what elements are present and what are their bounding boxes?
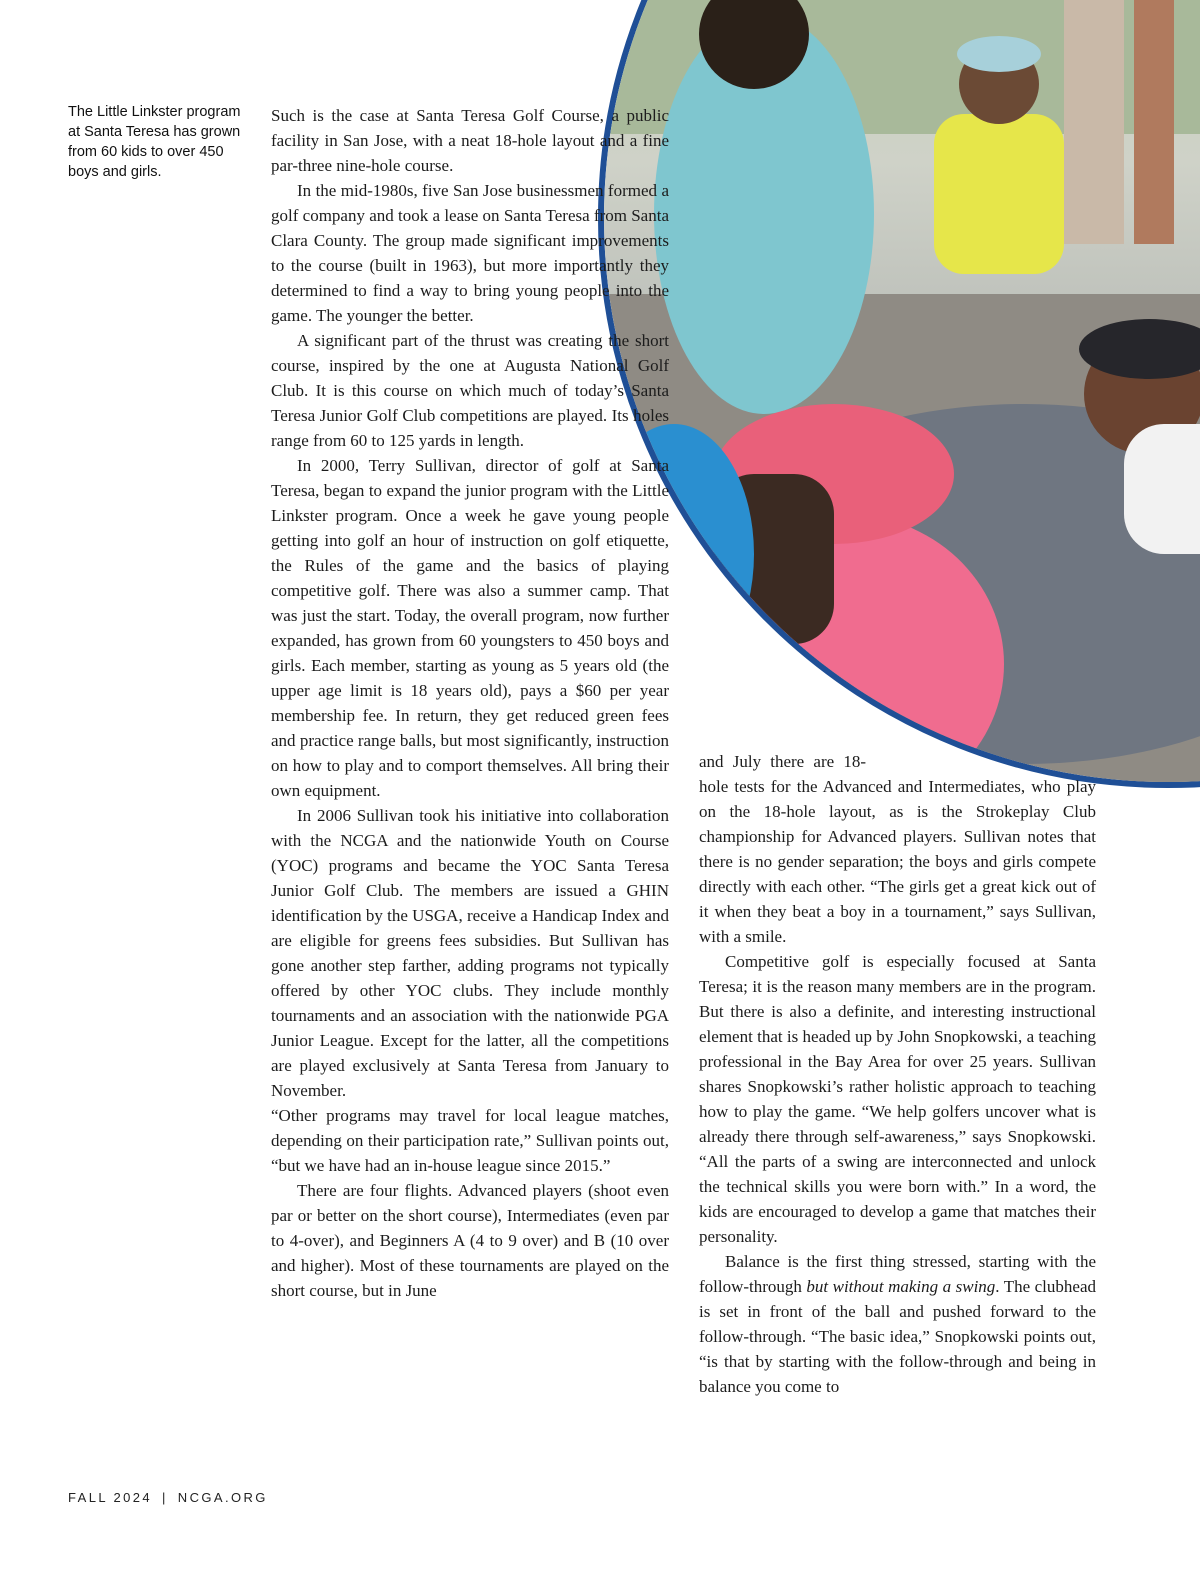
issue-label: FALL 2024 [68,1490,153,1505]
paragraph-text: Balance is the first thing stressed, starting with the follow-through [699,1252,1096,1296]
photo-caption: The Little Linkster program at Santa Teresa has grown from 60 kids to over 450 boys and girls. [68,104,241,180]
paragraph-text: . The clubhead is set in front of the ball and pushed forward to the follow-through. “The basic idea,” Snopkowski points out, “is that by starting with the follow-through and being in balance you come to [699,1277,1096,1396]
paragraph: In 2000, Terry Sullivan, director of golf at Santa Teresa, began to expand the junior program with the Little Linkster program. Once a week he gave young people getting into golf an hour of instruction on golf etiquette, the Rules of the game and the basics of playing competitive golf. There was also a summer camp. That was just the start. Today, the overall program, now further expanded, has grown from 60 youngsters to 450 boys and girls. Each member, starting as young as 5 years old (the upper age limit is 18 years old), pays a $60 per year membership fee. In return, they get reduced green fees and practice range balls, but most significantly, instruction on how to play and to comport themselves. All bring their own equipment. [271,456,669,800]
website-label: NCGA.ORG [177,1490,268,1505]
paragraph: In the mid-1980s, five San Jose businessmen formed a golf company and took a lease on Santa Teresa from Santa Clara County. The group made significant improvements to the course (built in 1963), but more importantly they determined to find a way to bring young people into the game. The younger the better. [271,181,669,325]
page-footer [68,1490,268,1505]
paragraph: Such is the case at Santa Teresa Golf Course, a public facility in San Jose, with a neat 18-hole layout and a fine par-three nine-hole course. [271,106,669,175]
article-column-right [699,749,1096,1399]
paragraph [699,749,1096,949]
paragraph: In 2006 Sullivan took his initiative into collaboration with the NCGA and the nationwide Youth on Course (YOC) programs and became the YOC Santa Teresa Junior Golf Club. The members are issued a GHIN identification by the USGA, receive a Handicap Index and are eligible for greens fees subsidies. But Sullivan has gone another step farther, adding programs not typically offered by other YOC clubs. They include monthly tournaments and an association with the nationwide PGA Junior League. Except for the latter, all the competitions are played exclusively at Santa Teresa from January to November. [271,806,669,1100]
paragraph: There are four flights. Advanced players (shoot even par or better on the short course), Intermediates (even par to 4-over), and Beginners A (4 to 9 over) and B (10 over and higher). Most of these tournaments are played on the short course, but in June [271,1181,669,1300]
paragraph: “Other programs may travel for local league matches, depending on their participation rate,” Sullivan points out, “but we have had an in-house league since 2015.” [271,1106,669,1175]
footer-separator: | [162,1490,168,1505]
junior-golfers-photo [598,0,1200,788]
photo-illustration [604,0,1200,782]
article-column-left [271,103,669,1303]
paragraph [699,1249,1096,1399]
emphasis-text: but without making a swing [806,1277,996,1296]
paragraph: A significant part of the thrust was creating the short course, inspired by the one at Augusta National Golf Club. It is this course on which much of today’s Santa Teresa Junior Golf Club competitions are played. Its holes range from 60 to 125 yards in length. [271,331,669,450]
paragraph-text: and July there are 18-hole tests for the Advanced and Intermediates, who play on the 18-hole layout, as is the Strokeplay Club championship for Advanced players. Sullivan notes that there is no gender separation; the boys and girls compete directly with each other. “The girls get a great kick out of it when they beat a boy in a tournament,” says Sullivan, with a smile. [699,752,1096,946]
paragraph: Competitive golf is especially focused at Santa Teresa; it is the reason many members are in the program. But there is also a definite, and interesting instructional element that is headed up by John Snopkowski, a teaching professional in the Bay Area for over 25 years. Sullivan shares Snopkowski’s rather holistic approach to teaching how to play the game. “We help golfers uncover what is already there through self-awareness,” says Snopkowski. “All the parts of a swing are interconnected and unlock the technical skills you were born with.” In a word, the kids are encouraged to develop a game that matches their personality. [699,952,1096,1246]
